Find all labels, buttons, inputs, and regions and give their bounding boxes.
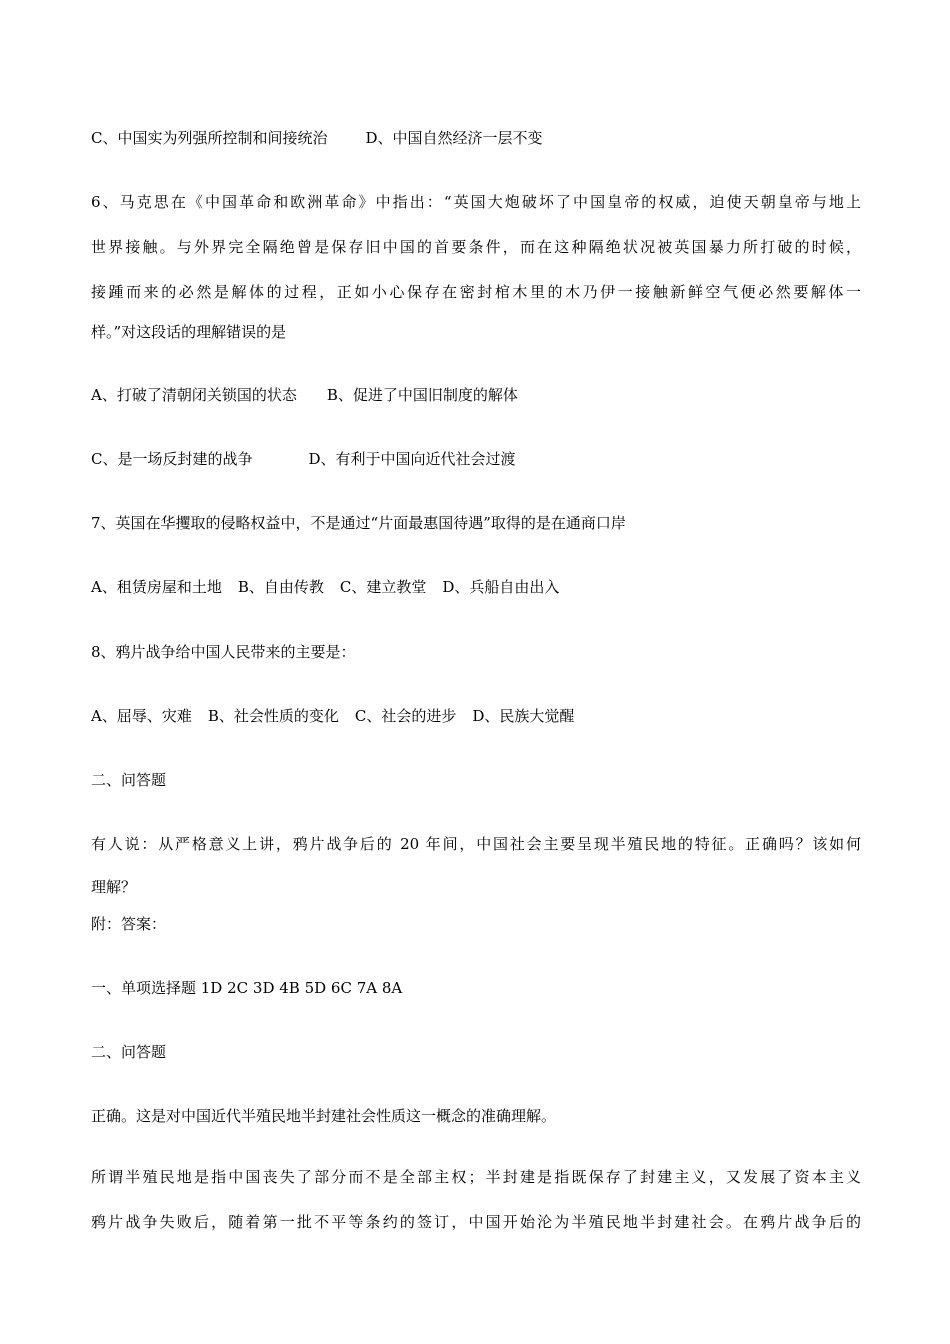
q6-option-a: A、打破了清朝闭关锁国的状态 bbox=[91, 386, 297, 404]
q7-option-b: B、自由传教 bbox=[237, 578, 324, 596]
q5-option-d: D、中国自然经济一层不变 bbox=[365, 129, 543, 147]
answer-section-heading-qa: 二、问答题 bbox=[91, 1043, 167, 1061]
q7-options bbox=[91, 577, 559, 597]
q5-options-cd bbox=[91, 128, 543, 148]
qa-question-line-2: 理解？ bbox=[91, 878, 137, 896]
q8-option-b: B、社会性质的变化 bbox=[207, 707, 339, 725]
section-heading-qa: 二、问答题 bbox=[91, 771, 167, 789]
q5-option-c: C、中国实为列强所控制和间接统治 bbox=[91, 129, 328, 147]
q6-question-line-1: 6、马克思在《中国革命和欧洲革命》中指出：“英国大炮破坏了中国皇帝的权威，迫使天朝皇帝与地上 bbox=[91, 193, 861, 211]
answer-paragraph-1: 正确。这是对中国近代半殖民地半封建社会性质这一概念的准确理解。 bbox=[91, 1107, 557, 1125]
mc-answer-key: 一、单项选择题 1D 2C 3D 4B 5D 6C 7A 8A bbox=[91, 979, 403, 997]
q8-option-c: C、社会的进步 bbox=[354, 707, 457, 725]
q6-question-line-2: 世界接触。与外界完全隔绝曾是保存旧中国的首要条件，而在这种隔绝状况被英国暴力所打破的时候， bbox=[91, 238, 861, 256]
answer-paragraph-2-line-2: 鸦片战争失败后，随着第一批不平等条约的签订，中国开始沦为半殖民地半封建社会。在鸦片战争后的 bbox=[91, 1213, 861, 1231]
q6-option-c: C、是一场反封建的战争 bbox=[91, 450, 253, 468]
q7-option-c: C、建立教堂 bbox=[339, 578, 427, 596]
q7-option-a: A、租赁房屋和土地 bbox=[91, 578, 222, 596]
q7-question: 7、英国在华攫取的侵略权益中，不是通过“片面最惠国待遇”取得的是在通商口岸 bbox=[91, 514, 626, 532]
q8-option-a: A、屈辱、灾难 bbox=[91, 707, 192, 725]
q8-question: 8、鸦片战争给中国人民带来的主要是： bbox=[91, 643, 356, 661]
q8-option-d: D、民族大觉醒 bbox=[472, 707, 575, 725]
q6-question-line-3: 接踵而来的必然是解体的过程，正如小心保存在密封棺木里的木乃伊一接触新鲜空气便必然要解体一 bbox=[91, 283, 861, 301]
appendix-answers-heading: 附：答案： bbox=[91, 915, 167, 933]
q6-options-cd bbox=[91, 449, 516, 469]
q6-option-d: D、有利于中国向近代社会过渡 bbox=[308, 450, 516, 468]
q8-options bbox=[91, 706, 574, 726]
qa-question-line-1: 有人说：从严格意义上讲，鸦片战争后的 20 年间，中国社会主要呈现半殖民地的特征。正确吗？该如何 bbox=[91, 835, 861, 853]
q7-option-d: D、兵船自由出入 bbox=[442, 578, 560, 596]
q6-option-b: B、促进了中国旧制度的解体 bbox=[326, 386, 518, 404]
q6-options-ab bbox=[91, 385, 518, 405]
q6-question-line-4: 样。”对这段话的理解错误的是 bbox=[91, 323, 287, 341]
answer-paragraph-2-line-1: 所谓半殖民地是指中国丧失了部分而不是全部主权；半封建是指既保存了封建主义，又发展了资本主义 bbox=[91, 1168, 861, 1186]
